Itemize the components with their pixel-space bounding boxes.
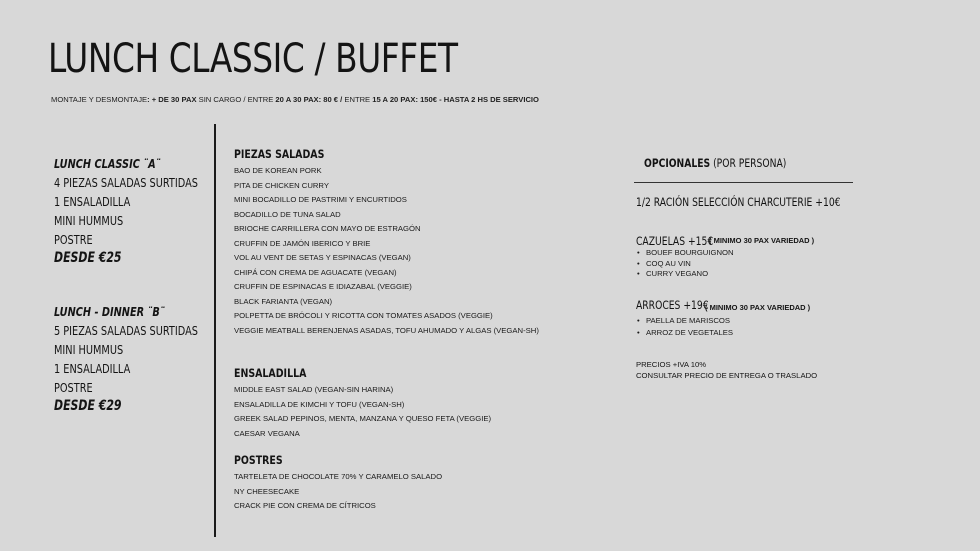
opcionales-title-rest: (POR PERSONA)	[710, 156, 787, 170]
menu-b-line: 5 PIEZAS SALADAS SURTIDAS	[54, 323, 198, 338]
cazuelas-note: ( MINIMO 30 PAX VARIEDAD )	[709, 236, 815, 245]
menu-b-line: MINI HUMMUS	[54, 342, 124, 357]
notes	[636, 359, 817, 381]
setup-between: ENTRE	[344, 95, 373, 104]
list-item: POLPETTA DE BRÓCOLI Y RICOTTA CON TOMATES ASADOS (VEGGIE)	[234, 311, 493, 320]
ensaladilla-title: ENSALADILLA	[234, 366, 307, 380]
list-item: PITA DE CHICKEN CURRY	[234, 180, 329, 190]
list-item: • PAELLA DE MARISCOS	[637, 316, 731, 325]
charcuterie-option: 1/2 RACIÓN SELECCIÓN CHARCUTERIE +10€	[636, 195, 841, 209]
list-item: CHIPÁ CON CREMA DE AGUACATE (VEGAN)	[234, 267, 397, 277]
bullet-icon: •	[637, 327, 640, 337]
menu-a-line: 1 ENSALADILLA	[54, 194, 131, 209]
menu-a	[54, 154, 198, 268]
menu-a-line: MINI HUMMUS	[54, 213, 124, 228]
bullet-icon: •	[637, 248, 640, 257]
menu-a-line: 4 PIEZAS SALADAS SURTIDAS	[54, 175, 198, 190]
list-item: ENSALADILLA DE KIMCHI Y TOFU (VEGAN-SH)	[234, 399, 405, 409]
list-item: TARTELETA DE CHOCOLATE 70% Y CARAMELO SALADO	[234, 472, 443, 481]
bullet-icon: •	[637, 316, 640, 325]
arroces-title: ARROCES +19€	[636, 298, 709, 312]
arroces-note: ( MINIMO 30 PAX VARIEDAD )	[705, 303, 811, 312]
list-item: VEGGIE MEATBALL BERENJENAS ASADAS, TOFU AHUMADO Y ALGAS (VEGAN-SH)	[234, 325, 539, 335]
list-item: BAO DE KOREAN PORK	[234, 166, 322, 175]
menu-a-line: POSTRE	[54, 232, 93, 247]
list-item: BOCADILLO DE TUNA SALAD	[234, 209, 341, 219]
list-item: MINI BOCADILLO DE PASTRIMI Y ENCURTIDOS	[234, 195, 407, 204]
list-item: CAESAR VEGANA	[234, 428, 300, 438]
menu-b	[54, 302, 198, 416]
opcionales-divider	[634, 182, 853, 183]
menu-options	[54, 154, 239, 416]
postres-title: POSTRES	[234, 453, 283, 467]
list-item: • COQ AU VIN	[637, 258, 691, 268]
precios-note: PRECIOS +IVA 10%	[636, 360, 707, 369]
cazuelas-title: CAZUELAS +15€	[636, 234, 714, 248]
setup-price-2: 15 A 20 PAX: 150€ - HASTA 2 HS DE SERVICIO	[372, 95, 539, 104]
bullet-icon: •	[637, 269, 640, 278]
consultar-note: CONSULTAR PRECIO DE ENTREGA O TRASLADO	[636, 371, 818, 380]
page-title: LUNCH CLASSIC / BUFFET	[48, 36, 458, 82]
dishes-list	[234, 147, 539, 514]
setup-price-1: 20 A 30 PAX: 80 €	[275, 95, 339, 104]
list-item: CRACK PIE CON CREMA DE CÍTRICOS	[234, 501, 376, 510]
menu-a-title: LUNCH CLASSIC ¨A¨	[54, 156, 161, 171]
bullet-icon: •	[637, 258, 640, 268]
list-item: MIDDLE EAST SALAD (VEGAN-SIN HARINA)	[234, 385, 394, 394]
opcionales-title-bold: OPCIONALES	[644, 156, 711, 170]
menu-a-price: DESDE €25	[54, 250, 122, 266]
list-item: • ARROZ DE VEGETALES	[637, 327, 734, 337]
opcionales-title	[644, 156, 786, 170]
piezas-title: PIEZAS SALADAS	[234, 147, 325, 161]
list-item: GREEK SALAD PEPINOS, MENTA, MANZANA Y QUESO FETA (VEGGIE)	[234, 414, 492, 423]
menu-b-title: LUNCH - DINNER ¨B¨	[54, 304, 165, 319]
list-item: NY CHEESECAKE	[234, 486, 300, 496]
list-item: CRUFFIN DE ESPINACAS E IDIAZABAL (VEGGIE)	[234, 282, 412, 291]
list-item: CRUFFIN DE JAMÓN IBERICO Y BRIE	[234, 238, 371, 248]
setup-label: MONTAJE Y DESMONTAJE	[51, 95, 148, 104]
list-item: BRIOCHE CARRILLERA CON MAYO DE ESTRAGÓN	[234, 224, 421, 233]
list-item: • BOUEF BOURGUIGNON	[637, 248, 734, 257]
menu-b-price: DESDE €29	[54, 398, 122, 414]
menu-b-line: POSTRE	[54, 380, 93, 395]
setup-separator: /	[338, 95, 345, 104]
list-item: VOL AU VENT DE SETAS Y ESPINACAS (VEGAN)	[234, 253, 411, 262]
setup-free-text: SIN CARGO / ENTRE	[196, 95, 276, 104]
setup-info	[51, 95, 539, 104]
menu-b-line: 1 ENSALADILLA	[54, 361, 131, 376]
setup-free-threshold: : + DE 30 PAX	[147, 95, 197, 104]
list-item: BLACK FARIANTA (VEGAN)	[234, 296, 333, 306]
column-divider	[214, 124, 216, 537]
arroces-list	[637, 315, 733, 338]
cazuelas-list	[637, 248, 734, 280]
list-item: • CURRY VEGANO	[637, 269, 709, 278]
